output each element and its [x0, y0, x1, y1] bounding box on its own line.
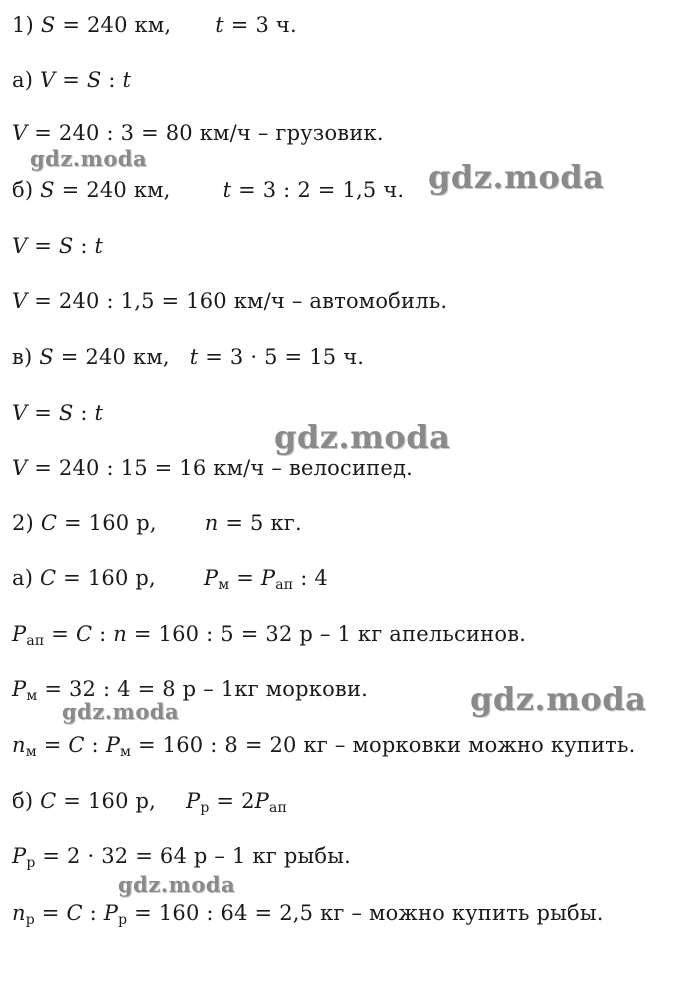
line-10-given-cost: 2) C = 160 р, n = 5 кг. — [12, 511, 302, 535]
watermark: gdz.moda — [428, 158, 605, 196]
line-8-velocity-formula: V = S : t — [12, 401, 104, 425]
line-3-truck-speed: V = 240 : 3 = 80 км/ч – грузовик. — [12, 121, 384, 145]
line-4-car-given: б) S = 240 км, t = 3 : 2 = 1,5 ч. — [12, 178, 405, 202]
line-5-velocity-formula: V = S : t — [12, 234, 104, 258]
line-9-bicycle-speed: V = 240 : 15 = 16 км/ч – велосипед. — [12, 456, 413, 480]
line-13-carrot-price: $P_м = 32$ : 4 = 8 р – 1кг моркови. — [12, 677, 369, 704]
line-1-given-distance-time: 1) S = 240 км, t = 3 ч. — [12, 13, 297, 37]
line-7-bicycle-given: в) S = 240 км, t = 3 · 5 = 15 ч. — [12, 345, 365, 369]
line-2-velocity-formula: а) V = S : t — [12, 68, 132, 92]
watermark: gdz.moda — [274, 418, 451, 456]
line-16-fish-price: $P_р = 2 \cdot 32 = 64$ р – 1 кг рыбы. — [12, 844, 352, 871]
line-14-carrot-amount: $n_м = C$ : $P_м = 160$ : 8 = 20 кг – морковки можно купить. — [12, 733, 636, 760]
watermark: gdz.moda — [62, 699, 180, 724]
line-12-orange-price: $P_{ап} = C$ : n = 160 : 5 = 32 р – 1 кг апельсинов. — [12, 622, 527, 649]
watermark: gdz.moda — [30, 146, 148, 171]
line-6-car-speed: V = 240 : 1,5 = 160 км/ч – автомобиль. — [12, 289, 448, 313]
line-11-carrot-given: а) C = 160 р, $P_м = P_{ап}$ : 4 — [12, 566, 328, 593]
line-15-fish-given: б) C = 160 р, $P_р = 2P_{ап}$ — [12, 789, 288, 816]
line-17-fish-amount: $n_р = C$ : $P_р = 160$ : 64 = 2,5 кг – можно купить рыбы. — [12, 901, 604, 928]
watermark: gdz.moda — [118, 872, 236, 897]
watermark: gdz.moda — [470, 680, 647, 718]
